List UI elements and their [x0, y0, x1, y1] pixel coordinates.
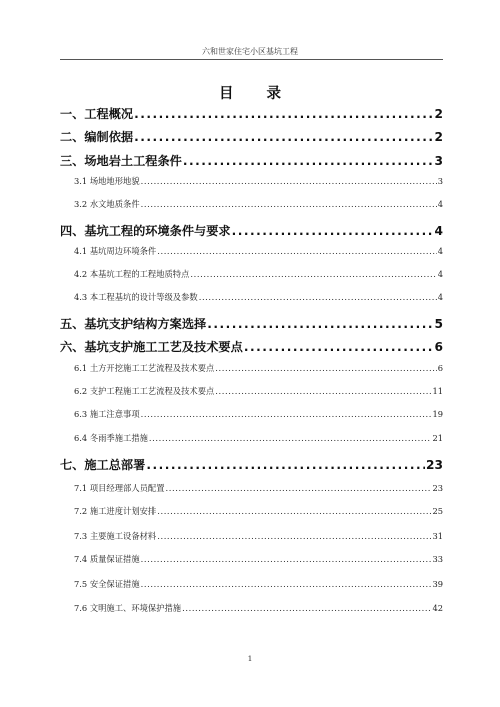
- toc-entry-page: 42: [432, 603, 443, 613]
- toc-section-entry[interactable]: [74, 198, 443, 210]
- toc-section-entry[interactable]: [74, 385, 443, 397]
- toc-leader-dots: [157, 531, 431, 541]
- toc-entry-label: 4.1 基坑周边环境条件: [74, 246, 157, 256]
- toc-entry-label: 一、工程概况: [60, 107, 134, 121]
- toc-entry-label: 6.2 支护工程施工工艺流程及技术要点: [74, 386, 215, 396]
- toc-entry-label: 3.2 水文地质条件: [74, 199, 140, 209]
- toc-section-entry[interactable]: [74, 362, 443, 374]
- toc-entry-label: 三、场地岩土工程条件: [60, 154, 182, 168]
- toc-leader-dots: [146, 458, 425, 472]
- toc-entry-label: 6.3 施工注意事项: [74, 409, 140, 419]
- toc-entry-page: 4: [437, 292, 443, 302]
- toc-leader-dots: [244, 340, 434, 354]
- toc-chapter-entry[interactable]: [60, 315, 443, 332]
- toc-entry-page: 11: [432, 386, 443, 396]
- toc-section-entry[interactable]: [74, 553, 443, 565]
- toc-entry-label: 六、基坑支护施工工艺及技术要点: [60, 340, 243, 354]
- toc-entry-page: 5: [434, 317, 443, 331]
- toc-entry-page: 3: [437, 176, 443, 186]
- toc-leader-dots: [183, 154, 434, 168]
- toc-entry-page: 21: [432, 433, 443, 443]
- toc-entry-page: 39: [432, 579, 443, 589]
- toc-section-entry[interactable]: [74, 291, 443, 303]
- toc-entry-label: 7.4 质量保证措施: [74, 554, 140, 564]
- toc-chapter-entry[interactable]: [60, 222, 443, 239]
- toc-leader-dots: [199, 292, 437, 302]
- toc-leader-dots: [141, 199, 437, 209]
- toc-leader-dots: [157, 506, 431, 516]
- toc-chapter-entry[interactable]: [60, 128, 443, 145]
- toc-chapter-entry[interactable]: [60, 456, 443, 473]
- toc-entry-label: 7.6 文明施工、环境保护措施: [74, 603, 182, 613]
- toc-entry-label: 7.1 项目经理部人员配置: [74, 483, 165, 493]
- toc-leader-dots: [182, 603, 431, 613]
- toc-leader-dots: [215, 386, 431, 396]
- toc-entry-label: 3.1 场地地形地貌: [74, 176, 140, 186]
- toc-leader-dots: [232, 224, 434, 238]
- toc-leader-dots: [190, 269, 436, 279]
- toc-leader-dots: [134, 130, 433, 144]
- toc-chapter-entry[interactable]: [60, 338, 443, 355]
- toc-leader-dots: [134, 107, 433, 121]
- toc-title: 目 录: [218, 85, 296, 102]
- toc-entry-page: 4: [437, 246, 443, 256]
- toc-leader-dots: [141, 409, 432, 419]
- toc-entry-label: 7.2 施工进度计划安排: [74, 506, 157, 516]
- toc-entry-label: 6.4 冬雨季施工措施: [74, 433, 148, 443]
- toc-section-entry[interactable]: [74, 482, 443, 494]
- toc-entry-label: 二、编制依据: [60, 130, 134, 144]
- toc-entry-page: 3: [434, 154, 443, 168]
- toc-entry-label: 四、基坑工程的环境条件与要求: [60, 224, 231, 238]
- toc-entry-page: 23: [432, 483, 443, 493]
- toc-section-entry[interactable]: [74, 408, 443, 420]
- toc-entry-label: 七、施工总部署: [60, 458, 146, 472]
- toc-entry-label: 6.1 土方开挖施工工艺流程及技术要点: [74, 363, 215, 373]
- toc-entry-label: 五、基坑支护结构方案选择: [60, 317, 207, 331]
- toc-entry-page: 2: [434, 107, 443, 121]
- toc-section-entry[interactable]: [74, 175, 443, 187]
- toc-section-entry[interactable]: [74, 505, 443, 517]
- toc-section-entry[interactable]: [74, 602, 443, 614]
- page-number: 1: [247, 654, 253, 663]
- toc-entry-page: 23: [426, 458, 443, 472]
- toc-entry-page: 6: [434, 340, 443, 354]
- toc-leader-dots: [141, 176, 437, 186]
- toc-leader-dots: [141, 579, 432, 589]
- toc-entry-page: 33: [432, 554, 443, 564]
- toc-chapter-entry[interactable]: [60, 105, 443, 122]
- toc-entry-label: 4.3 本工程基坑的设计等级及参数: [74, 292, 198, 302]
- toc-section-entry[interactable]: [74, 530, 443, 542]
- toc-leader-dots: [149, 433, 432, 443]
- toc-entry-page: 31: [432, 531, 443, 541]
- toc-entry-label: 7.5 安全保证措施: [74, 579, 140, 589]
- toc-entry-page: 6: [437, 363, 443, 373]
- page-header: 六和世家住宅小区基坑工程: [202, 47, 298, 56]
- toc-leader-dots: [207, 317, 433, 331]
- toc-section-entry[interactable]: [74, 268, 443, 280]
- toc-entry-page: 4: [437, 199, 443, 209]
- toc-entry-label: 7.3 主要施工设备材料: [74, 531, 157, 541]
- toc-entry-page: 4: [434, 224, 443, 238]
- toc-leader-dots: [141, 554, 432, 564]
- toc-leader-dots: [166, 483, 432, 493]
- toc-section-entry[interactable]: [74, 245, 443, 257]
- toc-entry-page: 19: [432, 409, 443, 419]
- toc-entry-page: 2: [434, 130, 443, 144]
- toc-section-entry[interactable]: [74, 578, 443, 590]
- toc-chapter-entry[interactable]: [60, 152, 443, 169]
- toc-entry-page: 4: [437, 269, 443, 279]
- toc-entry-page: 25: [432, 506, 443, 516]
- toc-section-entry[interactable]: [74, 432, 443, 444]
- toc-leader-dots: [157, 246, 437, 256]
- toc-leader-dots: [215, 363, 436, 373]
- toc-entry-label: 4.2 本基坑工程的工程地质特点: [74, 269, 190, 279]
